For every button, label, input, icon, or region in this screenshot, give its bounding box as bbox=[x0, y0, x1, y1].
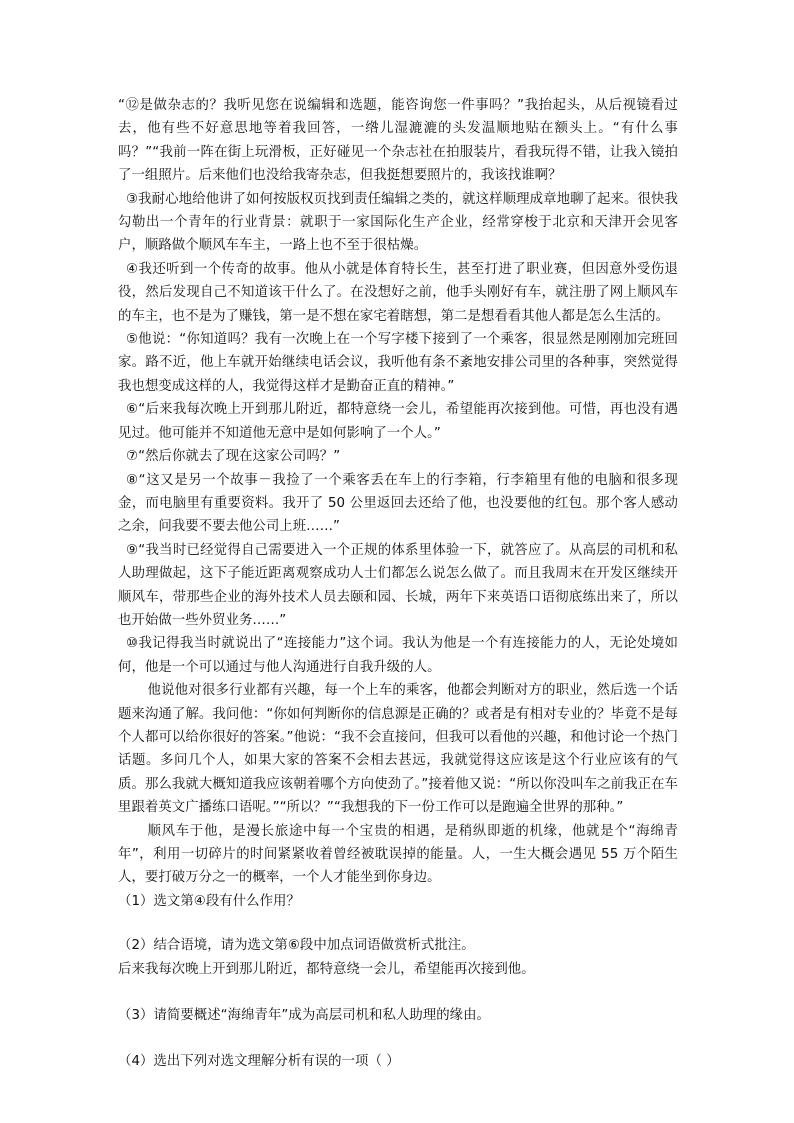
paragraph-5: ⑤他说：“你知道吗？我有一次晚上在一个写字楼下接到了一个乘客，很显然是刚刚加完班回家。路不近，他上车就开始继续电话会议，我听他有条不紊地安排公司里的各种事，突然觉得我也想变成这样的人，我觉得这样才是勤奋正直的精神。” bbox=[118, 332, 678, 394]
question-3: （3）请简要概述“海绵青年”成为高层司机和私人助理的缘由。 bbox=[118, 1008, 490, 1024]
paragraph-10: ⑩我记得我当时就说出了“连接能力”这个词。我认为他是一个有连接能力的人，无论处境如何，他是一个可以通过与他人沟通进行自我升级的人。 bbox=[118, 636, 678, 675]
paragraph-12: 顺风车于他，是漫长旅途中每一个宝贵的相遇，是稍纵即逝的机缘，他就是个“海绵青年”，利用一切碎片的时间紧紧收着曾经被耽误掉的能量。人，一生大概会遇见 55 万个陌生人，要打破万分之一的概率，一个人才能坐到你身边。 bbox=[118, 823, 678, 886]
paragraph-2: “⑫是做杂志的？我听见您在说编辑和选题，能咨询您一件事吗？”我抬起头，从后视镜看过去，他有些不好意思地等着我回答，一绺儿湿漉漉的头发温顺地贴在额头上。“有什么事吗？”“我前一阵在街上玩滑板，正好碰见一个杂志社在拍服装片，看我玩得不错，让我入镜拍了一组照片。后来他们也没给我寄杂志，但我挺想要照片的，我该找谁啊？ bbox=[118, 98, 678, 184]
article-page bbox=[118, 94, 678, 1074]
paragraph-3: ③我耐心地给他讲了如何按版权页找到责任编辑之类的，就这样顺理成章地聊了起来。很快我勾勒出一个青年的行业背景：就职于一家国际化生产企业，经常穿梭于北京和天津开会见客户，顺路做个顺风车车主，一路上也不至于很枯燥。 bbox=[118, 191, 678, 254]
question-1: （1）选文第④段有什么作用？ bbox=[118, 893, 300, 909]
question-2: （2）结合语境，请为选文第⑥段中加点词语做赏析式批注。 bbox=[118, 938, 475, 954]
answer-space-1 bbox=[118, 913, 678, 934]
answer-space-2 bbox=[118, 981, 678, 1004]
paragraph-8: ⑧“这又是另一个故事－我捡了一个乘客丢在车上的行李箱，行李箱里有他的电脑和很多现金，而电脑里有重要资料。我开了 50 公里返回去还给了他，也没要他的红包。那个客人感动之余，问我要不要去他公司上班……” bbox=[118, 472, 678, 535]
paragraph-9: ⑨“我当时已经觉得自己需要进入一个正规的体系里体验一下，就答应了。从高层的司机和私人助理做起，这下子能近距离观察成功人士们都怎么说怎么做了。而且我周末在开发区继续开顺风车，带那些企业的海外技术人员去颐和园、长城，两年下来英语口语彻底练出来了，所以也开始做一些外贸业务……” bbox=[118, 542, 678, 628]
question-2-sentence: 后来我每次晚上开到那儿附近，都特意绕一会儿，希望能再次接到他。 bbox=[118, 961, 535, 977]
paragraph-11: 他说他对很多行业都有兴趣，每一个上车的乘客，他都会判断对方的职业，然后选一个话题来沟通了解。我问他：“你如何判断你的信息源是正确的？或者是有相对专业的？毕竟不是每个人都可以给你很好的答案。”他说：“我不会直接问，但我可以看他的兴趣，和他讨论一个热门话题。多问几个人，如果大家的答案不会相去甚远，我就觉得这应该是这个行业应该有的气质。那么我就大概知道我应该朝着哪个方向使劲了。”接着他又说：“所以你没叫车之前我正在车里跟着英文广播练口语呢。”“所以？”“我想我的下一份工作可以是跑遍全世界的那种。” bbox=[118, 683, 678, 816]
paragraph-4: ④我还听到一个传奇的故事。他从小就是体育特长生，甚至打进了职业赛，但因意外受伤退役，然后发现自己不知道该干什么了。在没想好之前，他手头刚好有车，就注册了网上顺风车的车主，也不是为了赚钱，第一是不想在家宅着瞎想，第二是想看看其他人都是怎么生活的。 bbox=[118, 261, 678, 324]
paragraph-6: ⑥“后来我每次晚上开到那儿附近，都特意绕一会儿，希望能再次接到他。可惜，再也没有遇见过。他可能并不知道他无意中是如何影响了一个人。” bbox=[118, 402, 678, 441]
question-4: （4）选出下列对选文理解分析有误的一项（ ） bbox=[118, 1054, 400, 1070]
answer-space-3 bbox=[118, 1027, 678, 1050]
paragraph-7: ⑦“然后你就去了现在这家公司吗？” bbox=[126, 449, 341, 465]
